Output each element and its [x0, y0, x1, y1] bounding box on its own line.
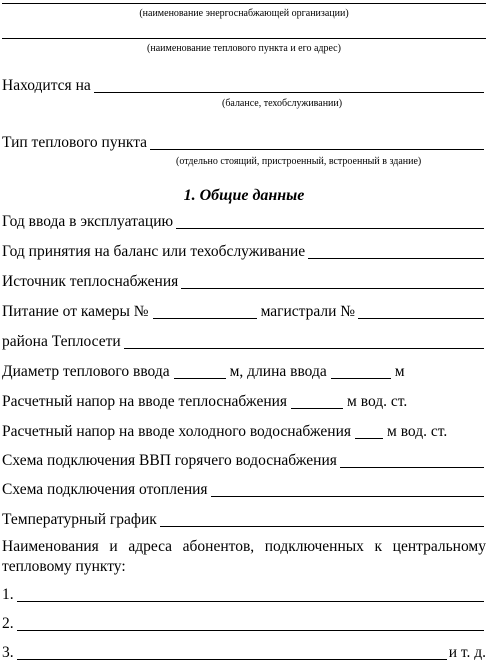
temp-schedule-label: Температурный график [2, 511, 157, 528]
subscriber-number-2: 2. [2, 615, 14, 632]
heating-scheme-row [2, 478, 486, 500]
diameter-label: Диаметр теплового ввода [2, 363, 170, 380]
unit-caption: (наименование теплового пункта и его адрес) [147, 43, 341, 54]
heat-source-label: Источник теплоснабжения [2, 273, 179, 290]
commissioning-year-row [2, 210, 486, 232]
chamber-number-field[interactable] [153, 302, 257, 319]
subscriber-row-1 [2, 583, 486, 605]
head-cold-water-label: Расчетный напор на вводе холодного водоснабжения [2, 423, 352, 440]
district-row [2, 330, 486, 352]
district-field[interactable] [124, 332, 484, 349]
chamber-row [2, 300, 486, 322]
unit-type-caption: (отдельно стоящий, пристроенный, встроенный в здание) [176, 156, 422, 167]
section-title: 1. Общие данные [183, 187, 305, 204]
diameter-row [2, 360, 486, 382]
location-label: Находится на [2, 77, 91, 94]
unit-name-line[interactable] [2, 38, 486, 39]
heating-scheme-label: Схема подключения отопления [2, 481, 208, 498]
subscriber-number-1: 1. [2, 586, 14, 603]
head-heating-row [2, 390, 486, 412]
subscribers-intro: Наименования и адреса абонентов, подключенных к центральному тепловому пункту: [2, 538, 486, 575]
org-name-line[interactable] [2, 3, 486, 4]
location-row [2, 74, 486, 96]
acceptance-year-label: Год принятия на баланс или техобслуживание [2, 243, 306, 260]
heating-scheme-field[interactable] [211, 480, 484, 497]
diameter-field[interactable] [174, 362, 226, 379]
commissioning-year-label: Год ввода в эксплуатацию [2, 213, 174, 230]
subscriber-field-3[interactable] [17, 643, 447, 660]
unit-type-label: Тип теплового пункта [2, 134, 148, 151]
head-cold-water-row [2, 420, 486, 442]
unit-type-field[interactable] [150, 133, 484, 150]
location-caption: (балансе, техобслуживании) [222, 98, 343, 109]
commissioning-year-field[interactable] [176, 212, 484, 229]
etc-label: и т. д. [448, 644, 486, 661]
temp-schedule-row [2, 508, 486, 530]
length-field[interactable] [331, 362, 391, 379]
head-heating-field[interactable] [291, 392, 343, 409]
subscriber-field-1[interactable] [17, 585, 484, 602]
diameter-unit-label: м, длина ввода [229, 363, 327, 380]
location-field[interactable] [94, 76, 484, 93]
heat-source-row [2, 270, 486, 292]
unit-type-row [2, 131, 486, 153]
acceptance-year-field[interactable] [308, 242, 484, 259]
head-heating-label: Расчетный напор на вводе теплоснабжения [2, 393, 288, 410]
head-cold-water-field[interactable] [355, 422, 383, 439]
main-line-label: магистрали № [260, 303, 356, 320]
chamber-label: Питание от камеры № [2, 303, 149, 320]
acceptance-year-row [2, 240, 486, 262]
org-caption: (наименование энергоснабжающей организации) [139, 8, 349, 19]
district-label: района Теплосети [2, 333, 121, 350]
subscriber-row-2 [2, 612, 486, 634]
subscriber-field-2[interactable] [17, 614, 484, 631]
length-unit-label: м [394, 363, 405, 380]
heat-source-field[interactable] [181, 272, 484, 289]
hot-water-scheme-field[interactable] [340, 451, 484, 468]
hot-water-scheme-label: Схема подключения ВВП горячего водоснабжения [2, 452, 337, 469]
head-cold-water-unit: м вод. ст. [387, 423, 448, 440]
temp-schedule-field[interactable] [160, 510, 484, 527]
subscriber-row-3 [2, 641, 486, 663]
main-line-field[interactable] [358, 302, 484, 319]
subscriber-number-3: 3. [2, 644, 14, 661]
head-heating-unit: м вод. ст. [347, 393, 408, 410]
hot-water-scheme-row [2, 449, 486, 471]
